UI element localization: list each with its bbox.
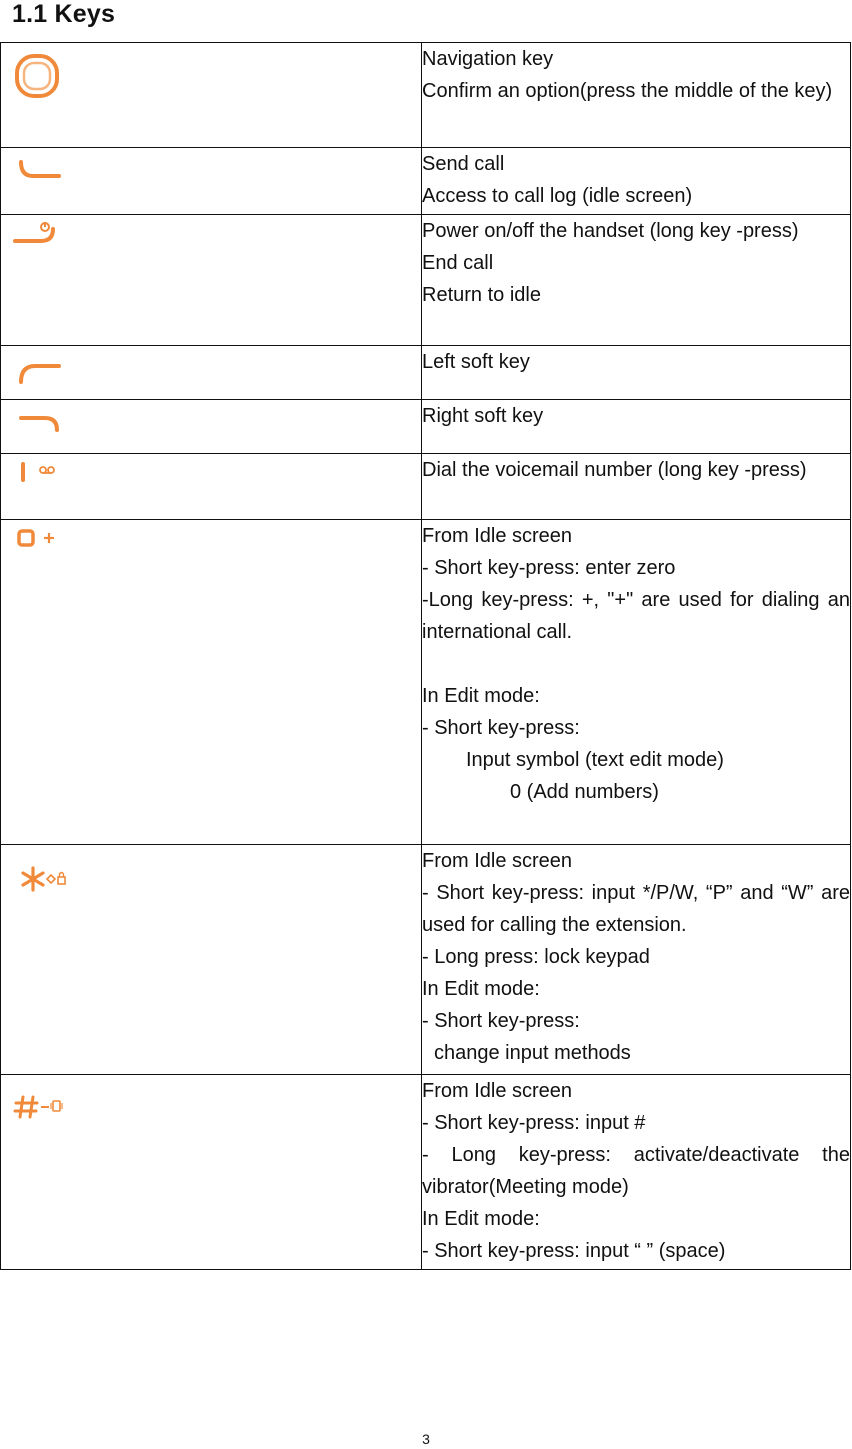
icon-cell xyxy=(1,1075,422,1270)
table-row xyxy=(1,400,851,454)
description-line: - Short key-press: input */P/W, “P” and “W” are used for calling the extension. xyxy=(422,882,850,936)
icon-cell xyxy=(1,520,422,845)
description-cell xyxy=(422,148,851,215)
description-cell xyxy=(422,346,851,400)
icon-cell xyxy=(1,400,422,454)
table-row xyxy=(1,845,851,1075)
table-row xyxy=(1,215,851,346)
description-line: -Long key-press: +, "+" are used for dialing an international call. xyxy=(422,589,850,643)
description-line xyxy=(422,648,850,680)
section-heading: 1.1 Keys xyxy=(12,0,116,28)
description-line: - Short key-press: enter zero xyxy=(422,557,676,579)
description-line: From Idle screen xyxy=(422,850,573,872)
description-line: 0 (Add numbers) xyxy=(510,781,659,803)
description-line: Left soft key xyxy=(422,351,530,373)
left-soft-key-icon xyxy=(15,358,65,388)
icon-cell xyxy=(1,148,422,215)
description-line: Input symbol (text edit mode) xyxy=(466,749,724,771)
description-line: Dial the voicemail number (long key -press) xyxy=(422,459,807,481)
description-cell xyxy=(422,845,851,1075)
description-line: - Short key-press: xyxy=(422,1010,580,1032)
hash-vibrate-key-icon xyxy=(13,1093,73,1133)
description-cell xyxy=(422,454,851,520)
table-row xyxy=(1,148,851,215)
icon-cell xyxy=(1,845,422,1075)
description-line: Send call xyxy=(422,153,505,175)
table-row xyxy=(1,346,851,400)
description-line: change input methods xyxy=(434,1042,631,1064)
table-row xyxy=(1,1075,851,1270)
description-cell xyxy=(422,1075,851,1270)
zero-plus-key-icon xyxy=(13,526,63,556)
description-line: - Short key-press: input # xyxy=(422,1112,646,1134)
table-row xyxy=(1,454,851,520)
star-lock-key-icon xyxy=(15,865,75,905)
one-voicemail-key-icon xyxy=(15,460,65,490)
description-cell xyxy=(422,215,851,346)
description-line: Right soft key xyxy=(422,405,544,427)
description-line: From Idle screen xyxy=(422,1080,573,1102)
description-line: Navigation key xyxy=(422,48,554,70)
icon-cell xyxy=(1,215,422,346)
description-cell xyxy=(422,43,851,148)
description-cell xyxy=(422,520,851,845)
page-number: 3 xyxy=(422,1431,430,1447)
description-line: In Edit mode: xyxy=(422,1208,540,1230)
description-cell xyxy=(422,400,851,454)
description-line: End call xyxy=(422,252,494,274)
icon-cell xyxy=(1,454,422,520)
description-line: - Long key-press: activate/deactivate the vibrator(Meeting mode) xyxy=(422,1144,850,1198)
keys-table xyxy=(0,42,851,1270)
table-row xyxy=(1,520,851,845)
description-line: Access to call log (idle screen) xyxy=(422,185,693,207)
right-soft-key-icon xyxy=(15,410,65,440)
description-line: Power on/off the handset (long key -press) xyxy=(422,220,799,242)
description-line: Return to idle xyxy=(422,284,541,306)
table-row xyxy=(1,43,851,148)
icon-cell xyxy=(1,43,422,148)
description-line: - Short key-press: xyxy=(422,717,580,739)
description-line: - Long press: lock keypad xyxy=(422,946,650,968)
description-line: Confirm an option(press the middle of the key) xyxy=(422,80,833,102)
description-line: In Edit mode: xyxy=(422,685,540,707)
description-line: From Idle screen xyxy=(422,525,573,547)
send-call-key-icon xyxy=(15,156,65,186)
description-line: - Short key-press: input “ ” (space) xyxy=(422,1240,726,1262)
icon-cell xyxy=(1,346,422,400)
navigation-key-icon xyxy=(13,51,63,101)
description-line: In Edit mode: xyxy=(422,978,540,1000)
power-end-key-icon xyxy=(11,219,61,249)
